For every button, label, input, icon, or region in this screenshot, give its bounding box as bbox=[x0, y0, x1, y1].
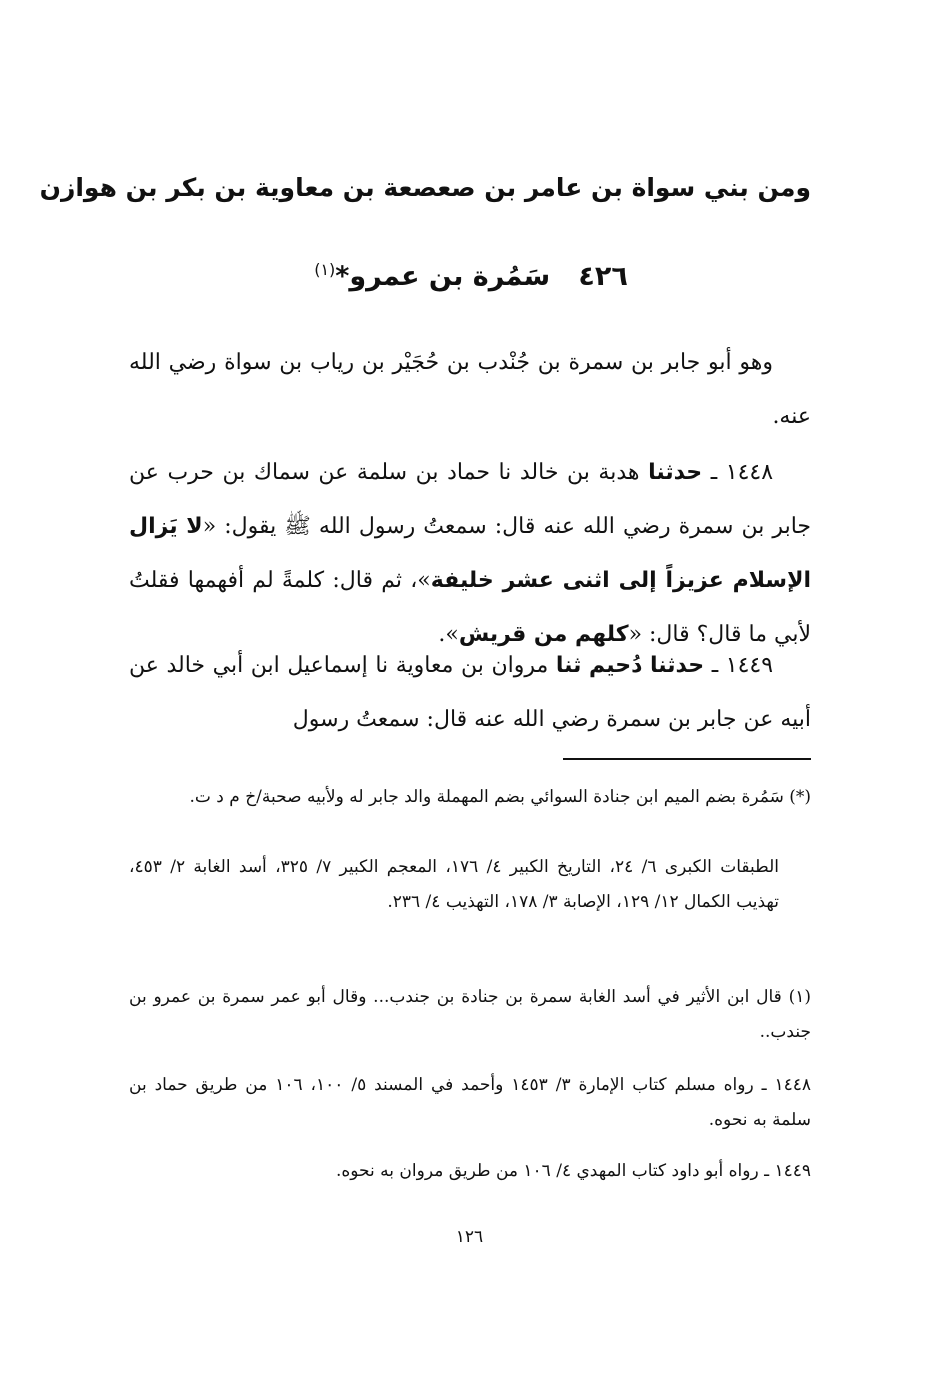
footnote-sources bbox=[129, 850, 811, 920]
footnote-1 bbox=[129, 980, 811, 1050]
intro-text: وهو أبو جابر بن سمرة بن جُنْدب بن حُجَيْر بن رياب بن سواة رضي الله عنه. bbox=[129, 350, 811, 429]
footnote-star bbox=[129, 780, 811, 815]
section-heading: ومن بني سواة بن عامر بن صعصعة بن معاوية بن بكر بن هوازن bbox=[39, 173, 811, 202]
footnote-1449-text: ١٤٤٩ ـ رواه أبو داود كتاب المهدي ٤/ ١٠٦ من طريق مروان به نحوه. bbox=[335, 1161, 811, 1181]
entry-number: ٤٢٦ bbox=[578, 261, 628, 292]
hadith-1449-number: ١٤٤٩ ـ bbox=[711, 653, 774, 678]
hadith-1448-text bbox=[129, 446, 811, 662]
hadith-1448-opener: حدثنا bbox=[648, 460, 703, 485]
hadith-1448-number: ١٤٤٨ ـ bbox=[710, 460, 774, 485]
hadith-1448-quote2: كلهم من قريش bbox=[458, 622, 629, 647]
footnote-sources-text: الطبقات الكبرى ٦/ ٢٤، التاريخ الكبير ٤/ ١٧٦، المعجم الكبير ٧/ ٣٢٥، أسد الغابة ٢/ ٤٥٣، تهذيب الكمال ١٢/ ١٢٩، الإصابة ٣/ ١٧٨، التهذيب ٤/ ٢٣٦. bbox=[129, 857, 779, 912]
entry-name: سَمُرة بن عمرو* bbox=[335, 261, 551, 292]
hadith-1449-narrator: دُحيم bbox=[589, 653, 643, 678]
footnote-1449 bbox=[129, 1154, 811, 1189]
hadith-1448-part1: هدبة بن خالد نا حماد بن سلمة عن سماك بن حرب عن جابر بن سمرة رضي الله عنه قال: سمعتُ رسول الله ﷺ يقول: « bbox=[129, 460, 811, 539]
footnote-1448-text: ١٤٤٨ ـ رواه مسلم كتاب الإمارة ٣/ ١٤٥٣ وأحمد في المسند ٥/ ١٠٠، ١٠٦ من طريق حماد بن سلمة به نحوه. bbox=[129, 1075, 811, 1130]
hadith-1449 bbox=[129, 639, 811, 747]
footnote-separator bbox=[563, 758, 811, 760]
footnote-1448 bbox=[129, 1068, 811, 1138]
hadith-1448-quote1: لا يَزال الإسلام عزيزاً إلى اثنى عشر خليفة bbox=[129, 514, 811, 593]
footnote-reference: (١) bbox=[314, 260, 336, 279]
entry-title bbox=[131, 248, 811, 299]
footnote-1-text: (١) قال ابن الأثير في أسد الغابة سمرة بن جنادة بن جندب... وقال أبو عمر سمرة بن عمرو بن جندب.. bbox=[129, 987, 811, 1042]
intro-paragraph bbox=[129, 336, 811, 444]
hadith-1448 bbox=[129, 446, 811, 662]
page-number: ١٢٦ bbox=[455, 1227, 484, 1247]
hadith-1449-text bbox=[129, 639, 811, 747]
hadith-1449-part1: مروان بن معاوية نا إسماعيل ابن أبي خالد عن أبيه عن جابر بن سمرة رضي الله عنه قال: سمعتُ رسول bbox=[129, 653, 811, 732]
hadith-1448-part3: ». bbox=[438, 622, 459, 647]
hadith-1449-opener: حدثنا bbox=[650, 653, 705, 678]
hadith-1449-link: ثنا bbox=[555, 653, 582, 678]
footnote-star-text: (*) سَمُرة بضم الميم ابن جنادة السوائي بضم المهملة والد جابر له ولأبيه صحبة/خ م د ت. bbox=[189, 787, 811, 807]
hadith-1448-part2: »، ثم قال: كلمةً لم أفهمها فقلتُ لأبي ما قال؟ قال: « bbox=[129, 568, 811, 647]
